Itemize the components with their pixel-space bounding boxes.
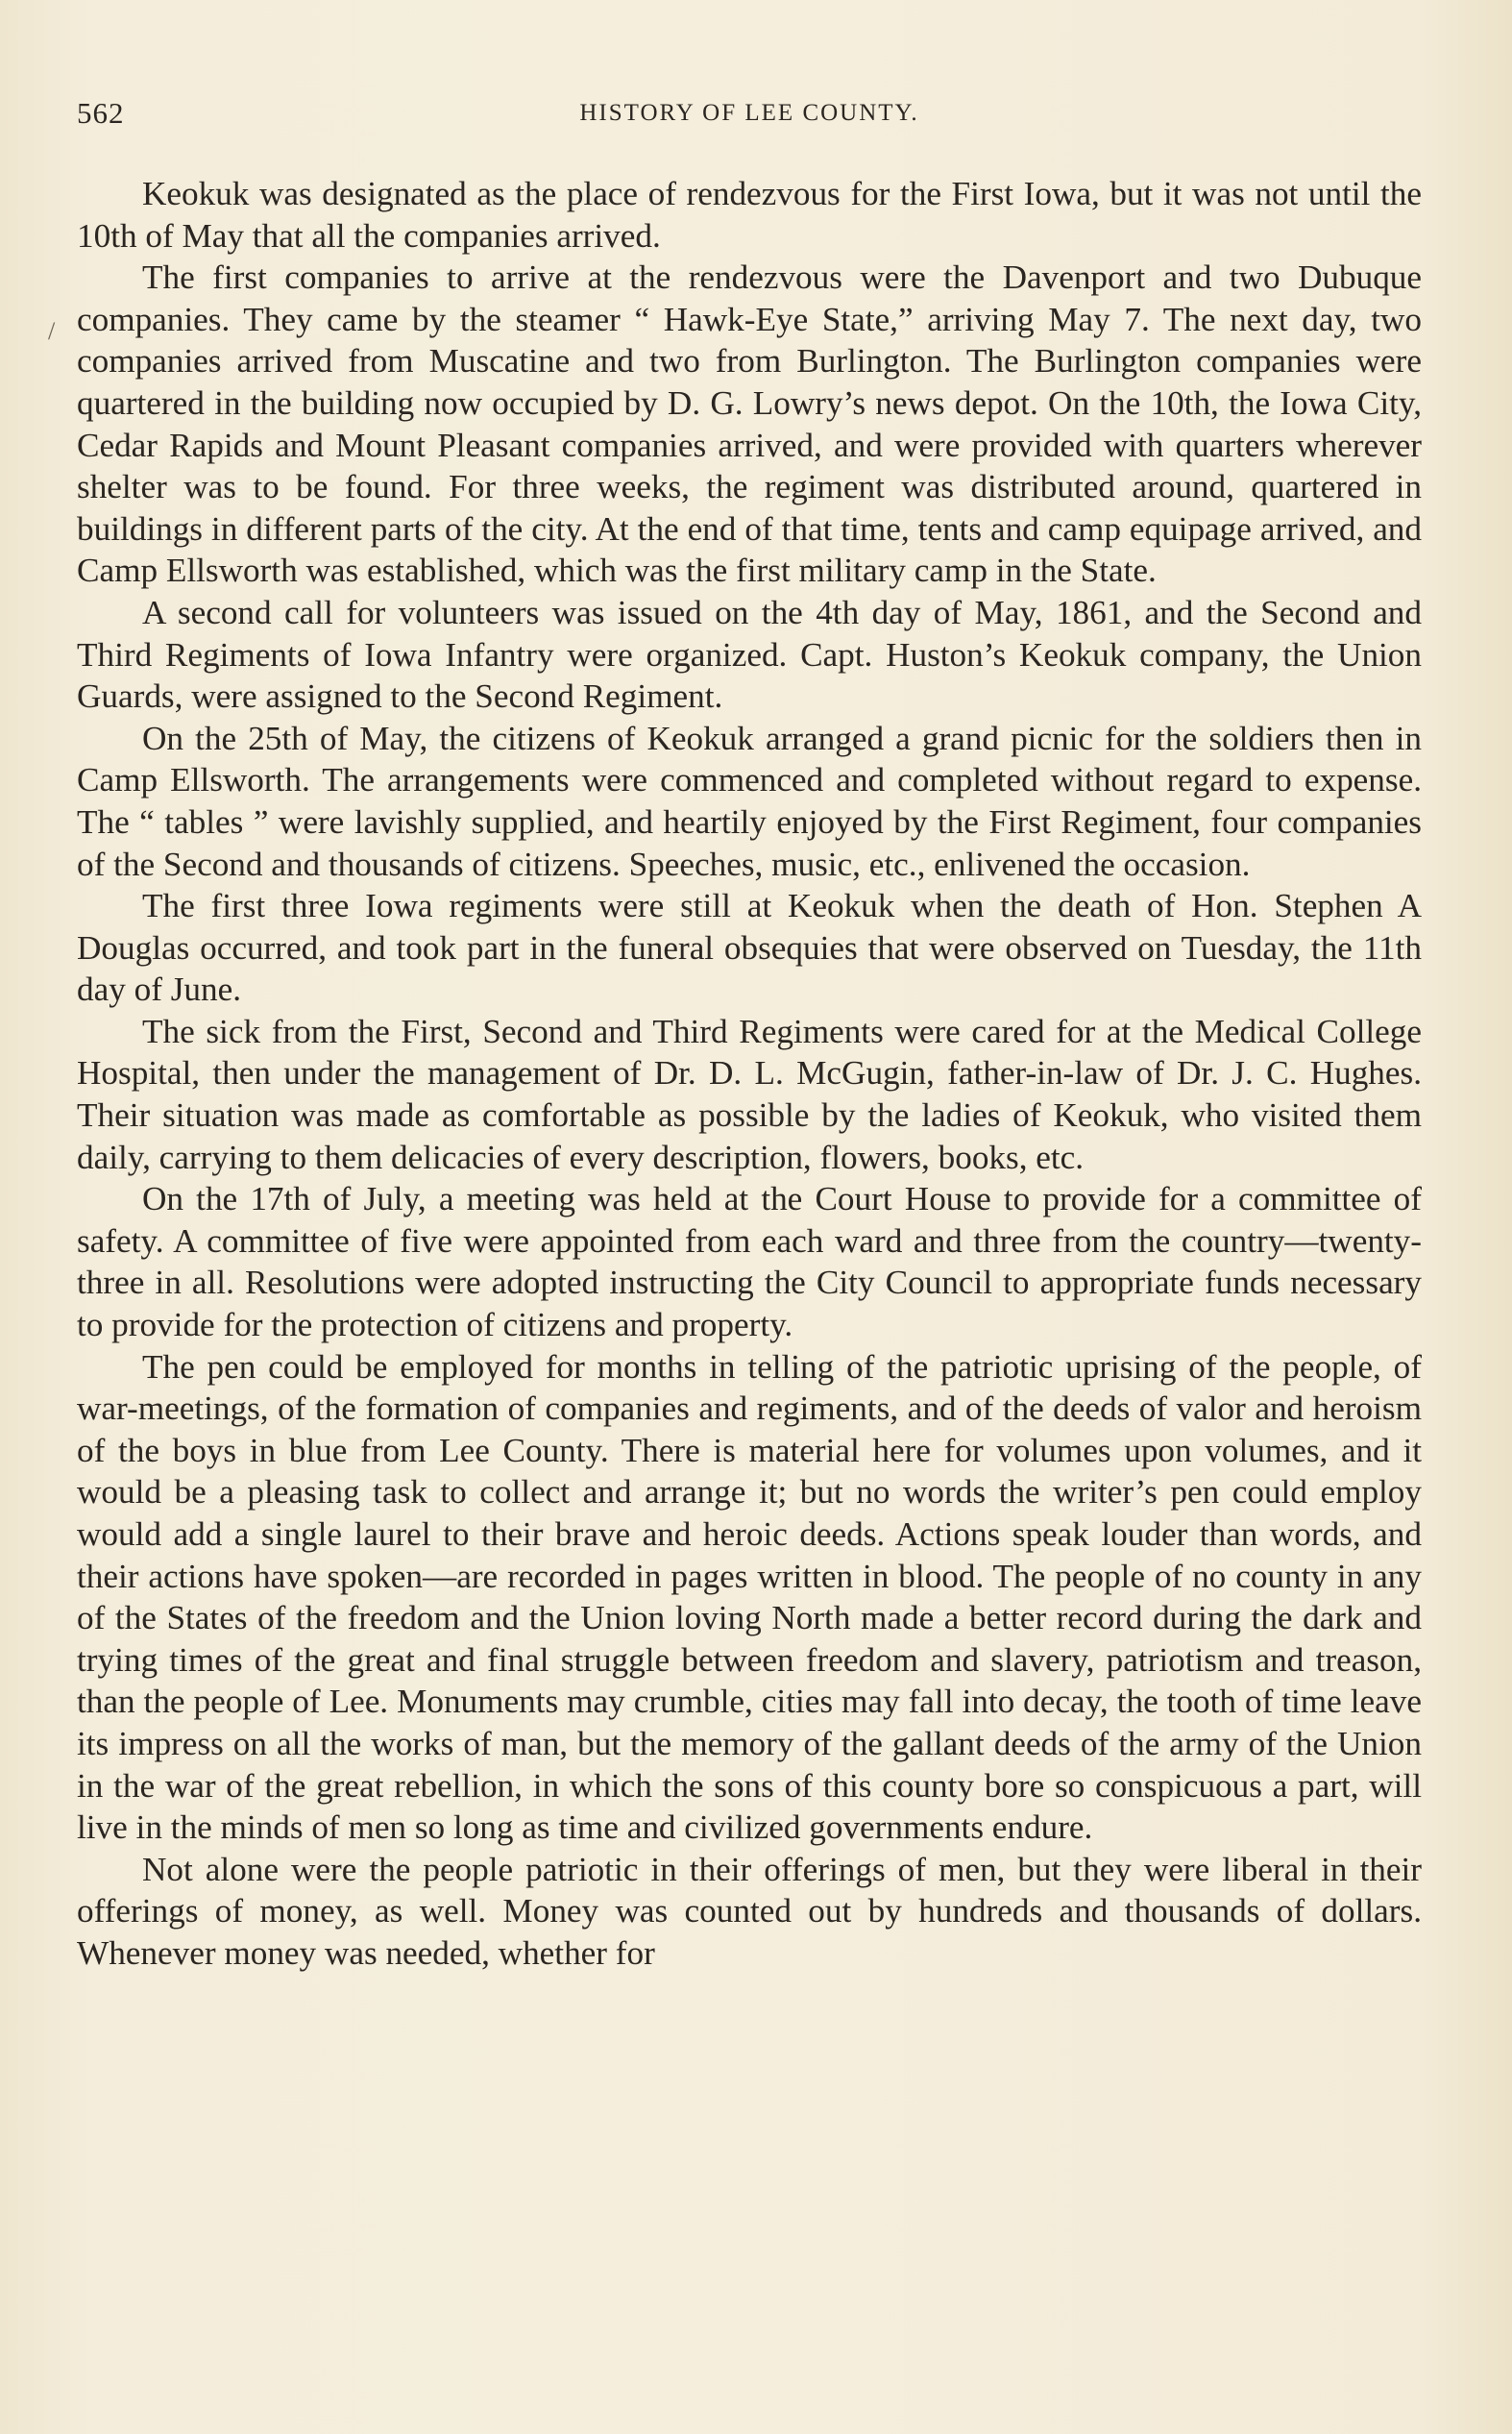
paragraph-picnic: On the 25th of May, the citizens of Keokuk arranged a grand picnic for the soldiers then in Camp Ellsworth. The arrangements were commenced and completed without regard to expense. The “ tables ” were lavishly supplied, and heartily enjoyed by the First Regiment, four companies of the Second and thousands of citizens. Speeches, music, etc., enlivened the occasion. xyxy=(77,719,1422,883)
paragraph-hospital: The sick from the First, Second and Third Regiments were cared for at the Medical College Hospital, then under the management of Dr. D. L. McGugin, father-in-law of Dr. J. C. Hughes. Their situation was made as comfortable as possible by the ladies of Keokuk, who visited them daily, carrying to them delicacies of every description, flowers, books, etc. xyxy=(77,1012,1422,1176)
paragraph-douglas-funeral: The first three Iowa regiments were still at Keokuk when the death of Hon. Stephen A Douglas occurred, and took part in the funeral obsequies that were observed on Tuesday, the 11th day of June. xyxy=(77,887,1422,1009)
paragraph-first-companies: The first companies to arrive at the rendezvous were the Davenport and two Dubuque companies. They came by the steamer “ Hawk-Eye State,” arriving May 7. The next day, two companies arrived from Muscatine and two from Burlington. The Burlington companies were quartered in the building now occupied by D. G. Lowry’s news depot. On the 10th, the Iowa City, Cedar Rapids and Mount Pleasant companies arrived, and were provided with quarters wherever shelter was to be found. For three weeks, the regiment was distributed around, quartered in buildings in different parts of the city. At the end of that time, tents and camp equipage arrived, and Camp Ellsworth was established, which was the first military camp in the State. xyxy=(77,258,1422,590)
running-head: HISTORY OF LEE COUNTY. xyxy=(579,100,919,126)
margin-mark: / xyxy=(48,317,56,345)
paragraph-committee-of-safety: On the 17th of July, a meeting was held at the Court House to provide for a committee of safety. A committee of five were appointed from each ward and three from the country—twenty-three in all. Resolutions were adopted instructing the City Council to appropriate funds necessary to provide for the protection of citizens and property. xyxy=(77,1180,1422,1344)
paragraph-second-call: A second call for volunteers was issued on the 4th day of May, 1861, and the Second and Third Regiments of Iowa Infantry were organized. Capt. Huston’s Keokuk company, the Union Guards, were assigned to the Second Regiment. xyxy=(77,593,1422,716)
page-header xyxy=(77,96,1422,138)
paragraph-patriotic-uprising: The pen could be employed for months in telling of the patriotic uprising of the people, of war-meetings, of the formation of companies and regiments, and of the deeds of valor and heroism of the boys in blue from Lee County. There is material here for volumes upon volumes, and it would be a pleasing task to collect and arrange it; but no words the writer’s pen could employ would add a single laurel to their brave and heroic deeds. Actions speak louder than words, and their actions have spoken—are recorded in pages written in blood. The people of no county in any of the States of the freedom and the Union loving North made a better record during the dark and trying times of the great and final struggle between freedom and slavery, patriotism and treason, than the people of Lee. Monuments may crumble, cities may fall into decay, the tooth of time leave its impress on all the works of man, but the memory of the gallant deeds of the army of the Union in the war of the great rebellion, in which the sons of this county bore so conspicuous a part, will live in the minds of men so long as time and civilized governments endure. xyxy=(77,1347,1422,1847)
body-text xyxy=(77,173,1422,1975)
page-number: 562 xyxy=(77,96,125,130)
paragraph-rendezvous: Keokuk was designated as the place of rendezvous for the First Iowa, but it was not until the 10th of May that all the companies arrived. xyxy=(77,175,1422,255)
paragraph-offerings-of-money: Not alone were the people patriotic in their offerings of men, but they were liberal in their offerings of money, as well. Money was counted out by hundreds and thousands of dollars. Whenever money was needed, whether for xyxy=(77,1850,1422,1972)
